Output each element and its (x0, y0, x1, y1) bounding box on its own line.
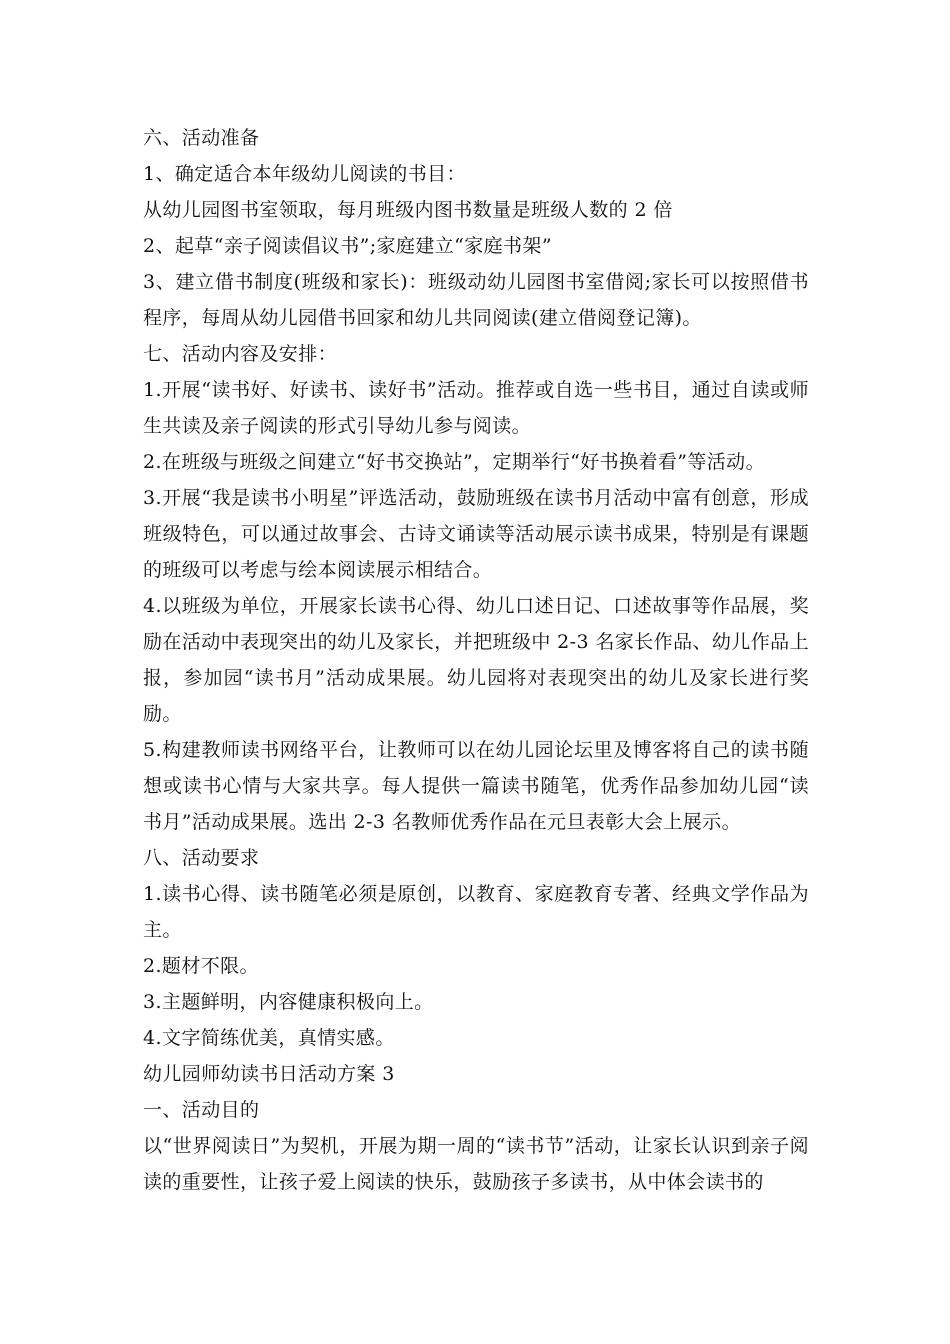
document-body (143, 120, 809, 1200)
section-heading: 八、活动要求 (143, 847, 260, 869)
paragraph: 2.在班级与班级之间建立“好书交换站”，定期举行“好书换着看”等活动。 (143, 451, 765, 473)
section-heading: 七、活动内容及安排： (143, 343, 338, 365)
paragraph: 1、确定适合本年级幼儿阅读的书目： (143, 163, 466, 185)
paragraph: 3.主题鲜明，内容健康积极向上。 (143, 991, 434, 1013)
paragraph: 1.读书心得、读书随笔必须是原创，以教育、家庭教育专著、经典文学作品为主。 (143, 883, 809, 941)
paragraph: 5.构建教师读书网络平台，让教师可以在幼儿园论坛里及博客将自己的读书随想或读书心情与大家共享。每人提供一篇读书随笔，优秀作品参加幼儿园“读书月”活动成果展。选出 2-3 名教师优秀作品在元旦表彰大会上展示。 (143, 739, 809, 833)
section-heading: 一、活动目的 (143, 1099, 260, 1121)
paragraph: 从幼儿园图书室领取，每月班级内图书数量是班级人数的 2 倍 (143, 199, 673, 221)
paragraph: 以“世界阅读日”为契机，开展为期一周的“读书节”活动，让家长认识到亲子阅读的重要性，让孩子爱上阅读的快乐，鼓励孩子多读书，从中体会读书的 (143, 1135, 809, 1193)
paragraph: 2、起草“亲子阅读倡议书”;家庭建立“家庭书架” (143, 235, 552, 257)
paragraph: 4.文字简练优美，真情实感。 (143, 1027, 395, 1049)
paragraph: 1.开展“读书好、好读书、读好书”活动。推荐或自选一些书目，通过自读或师生共读及亲子阅读的形式引导幼儿参与阅读。 (143, 379, 809, 437)
section-heading: 六、活动准备 (143, 127, 260, 149)
paragraph: 3.开展“我是读书小明星”评选活动，鼓励班级在读书月活动中富有创意，形成班级特色，可以通过故事会、古诗文诵读等活动展示读书成果，特别是有课题的班级可以考虑与绘本阅读展示相结合。 (143, 487, 809, 581)
paragraph: 2.题材不限。 (143, 955, 259, 977)
paragraph: 3、建立借书制度(班级和家长)：班级动幼儿园图书室借阅;家长可以按照借书程序，每周从幼儿园借书回家和幼儿共同阅读(建立借阅登记簿)。 (143, 271, 809, 329)
paragraph: 4.以班级为单位，开展家长读书心得、幼儿口述日记、口述故事等作品展，奖励在活动中表现突出的幼儿及家长，并把班级中 2-3 名家长作品、幼儿作品上报，参加园“读书月”活动成果展。幼儿园将对表现突出的幼儿及家长进行奖励。 (143, 595, 809, 725)
document-title: 幼儿园师幼读书日活动方案 3 (143, 1063, 395, 1085)
